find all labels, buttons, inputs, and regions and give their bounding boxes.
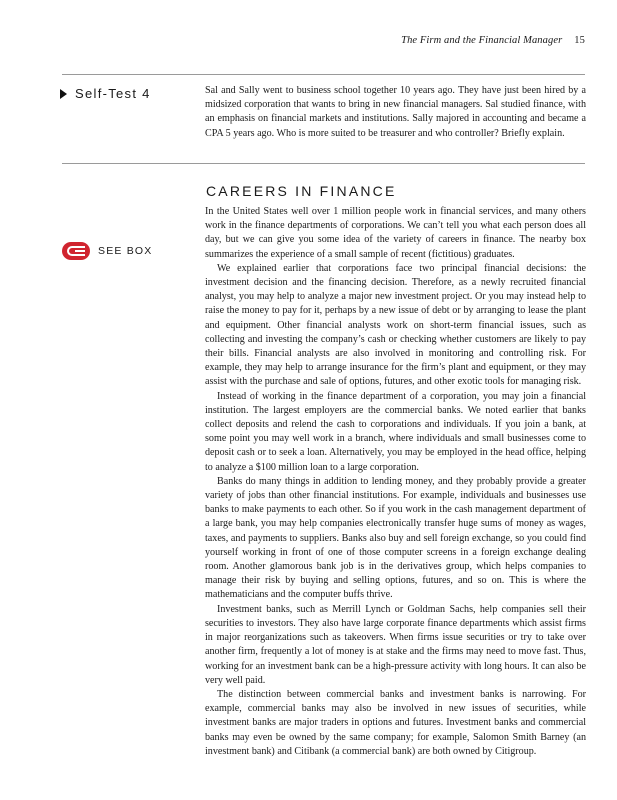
paragraph: Banks do many things in addition to lending money, and they probably provide a greater variety of jobs than other financial institutions. For example, individuals and businesses use banks to make payments to each other. So if you work in the cash management department of a large bank, you may help companies electronically transfer huge sums of money as wages, taxes, and payments to suppliers. Banks also buy and sell foreign exchange, so you could find yourself working in front of one of those computer screens in a foreign exchange dealing room. Another glamorous bank job is in the derivatives group, which helps companies to manage their risk by buying and selling options, futures, and so on. This is where the mathematicians and the computer buffs thrive. [205,475,586,601]
paragraph: In the United States well over 1 million people work in financial services, and many others work in the finance departments of corporations. We can’t tell you what each person does all day, but we can give you some idea of the variety of careers in finance. The nearby box summarizes the experience of a small sample of recent (fictitious) graduates. [205,206,586,260]
paragraph: We explained earlier that corporations face two principal financial decisions: the investment decision and the financing decision. Therefore, as a newly recruited financial analyst, you may help to analyze a major new investment project. Or you may instead help to raise the money to pay for it, perhaps by a new issue of debt or by arranging to lease the plant and equipment. Other financial analysts work on short-term financial issues, such as collecting and investing the company’s cash or checking whether customers are likely to pay their bills. Financial analysts are also involved in monitoring and controlling risk. For example, they may help to arrange insurance for the firm’s plant and equipment, or they may assist with the purchase and sale of options, futures, and other exotic tools for managing risk. [205,262,586,388]
triangle-right-icon [60,89,67,99]
page-number: 15 [574,35,585,46]
running-head-title: The Firm and the Financial Manager [401,35,563,46]
running-head [401,35,585,46]
paragraph: The distinction between commercial banks and investment banks is narrowing. For example, commercial banks may also be involved in new issues of securities, while investment banks are major traders in options and futures. Investment banks and commercial banks may even be owned by the same company; for example, Salomon Smith Barney (an investment bank) and Citibank (a commercial bank) are both owned by Citigroup. [205,688,586,757]
middle-divider [62,163,585,164]
body-text [205,205,586,759]
self-test-label-text: Self-Test 4 [75,86,151,101]
section-heading: CAREERS IN FINANCE [206,183,397,199]
see-box-arrow-icon [62,242,90,260]
paragraph: Instead of working in the finance department of a corporation, you may join a financial institution. The largest employers are the commercial banks. We noted earlier that banks collect deposits and relend the cash to corporations and individuals. If you join a bank, at some point you may well work in a branch, where individuals and small businesses come to deposit cash or to seek a loan. Alternatively, you may be employed in the head office, helping to analyze a $100 million loan to a large corporation. [205,390,586,473]
paragraph: Investment banks, such as Merrill Lynch or Goldman Sachs, help companies sell their securities to investors. They also have large corporate finance departments which assist firms in major reorganizations such as takeovers. When firms issue securities or try to take over another firm, frequently a lot of money is at stake and the firms may need to move fast. Thus, working for an investment bank can be a high-pressure activity with long hours. It can also be very well paid. [205,603,586,686]
see-box-callout [62,242,153,260]
self-test-label [60,86,151,101]
self-test-question: Sal and Sally went to business school together 10 years ago. They have just been hired by a midsized corporation that wants to bring in new financial managers. Sal studied finance, with an emphasis on financial markets and institutions. Sally majored in accounting and became a CPA 5 years ago. Who is more suited to be treasurer and who controller? Briefly explain. [205,85,586,139]
top-divider [62,74,585,75]
see-box-label: SEE BOX [98,245,153,257]
